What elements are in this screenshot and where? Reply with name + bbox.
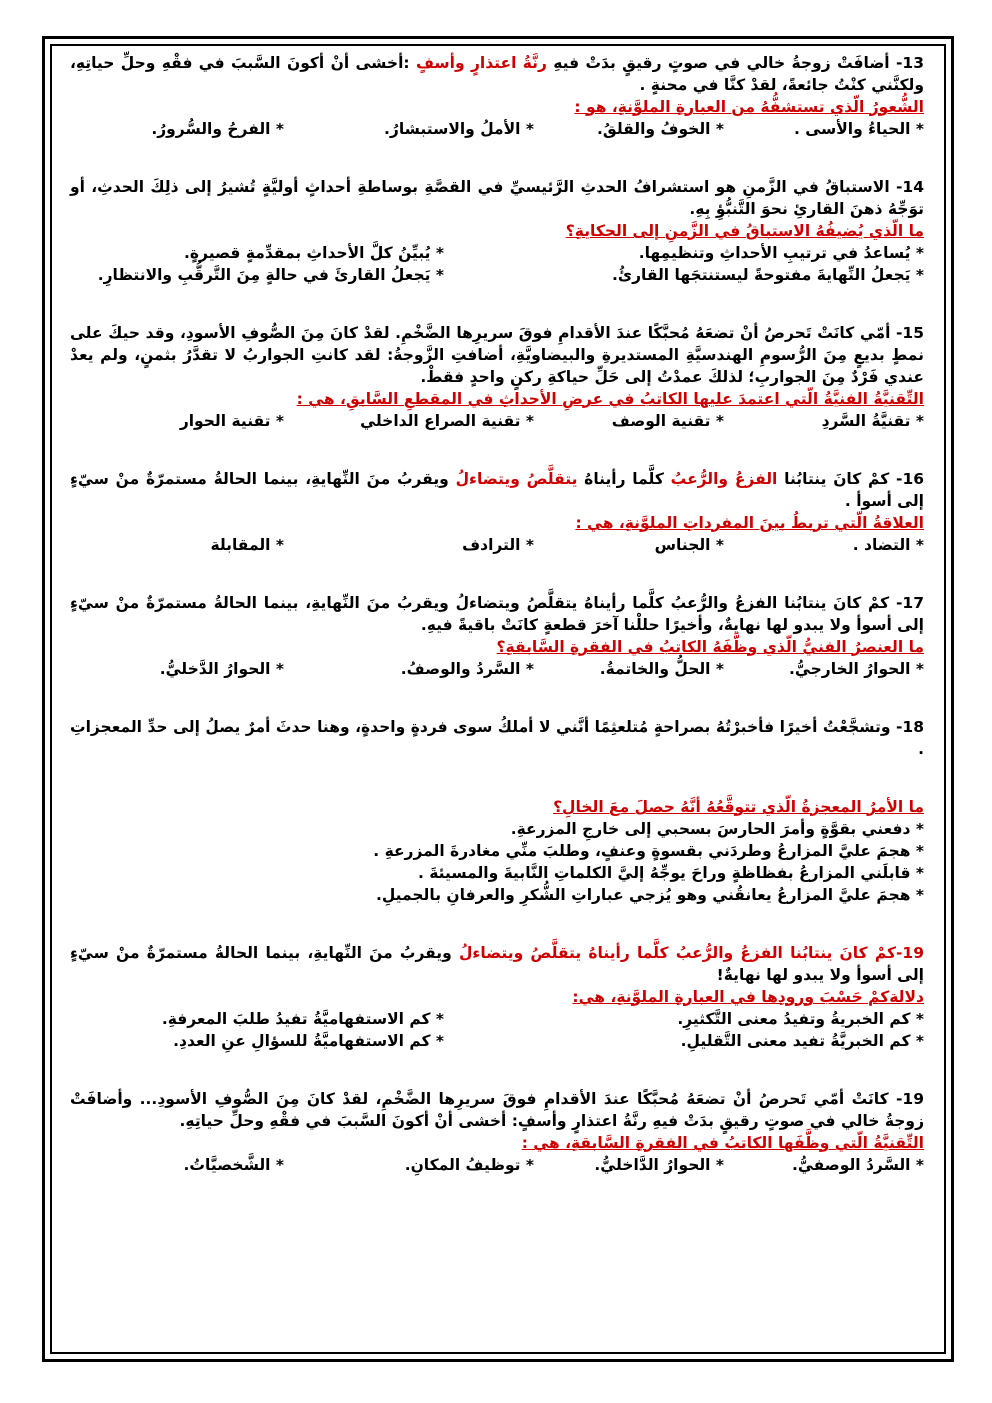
option[interactable]: * المقابلة [210, 536, 284, 554]
question-16-prompt: العلاقةُ الّتي تربطُ بينَ المفرداتِ الملوَّنةِ، هي : [575, 514, 924, 532]
option[interactable]: * الخوفُ والقلقُ. [596, 120, 724, 138]
option[interactable]: * كم الخبريةُ وتفيدُ معنى التَّكثيرِ. [677, 1010, 924, 1028]
question-19-b-prompt: التِّقنيَّةُ الّتي وظَّفَها الكاتبُ في الفقرةِ السَّابقةِ، هي : [521, 1134, 924, 1152]
option[interactable]: * تقنية الحوار [179, 412, 284, 430]
question-16-options [70, 534, 924, 556]
highlighted-phrase: رنَّةُ اعتذارٍ وأسفٍ [415, 54, 547, 72]
option[interactable]: * يَجعلُ القارئَ في حالةٍ مِنَ التَّرقُّبِ والانتظارِ. [97, 266, 444, 284]
highlighted-word: يتقلَّصُ ويتضاءلُ [455, 470, 578, 488]
option[interactable]: * الحوارُ الدَّخليُّ. [159, 660, 284, 678]
question-19-b-text: 19- كانَتْ أمّي تَحرصُ أنْ تضعَهُ مُحبَّكًا عندَ الأقدامِ فوقَ سريرِها الضَّخْمِ، لقدْ كانَ مِنَ الصُّوفِ الأسودِ... وأضافَتْ زوجةُ خالي في صوتٍ رقيقٍ بدَتْ فيهِ رنَّةُ اعتذارٍ وأسفٍ: أخشى أنْ أكونَ السَّببَ في فقْهِ وحلِّ حياتِهِ. [70, 1090, 924, 1130]
option[interactable]: * كم الاستفهاميَّةُ تفيدُ طلبَ المعرفةِ. [161, 1010, 444, 1028]
question-17-text: 17- كمْ كانَ ينتابُنا الفزعُ والرُّعبُ كلَّما رأيناهُ يتقلَّصُ ويتضاءلُ ويقربُ منَ النِّهايةِ، بينما الحالةُ مستمرّةٌ منْ سيّءٍ إلى أسوأ ولا يبدو لها نهايةٌ، وأخيرًا حللْنا آخرَ قطعةٍ كانَتْ باقيةً فيهِ. [70, 594, 924, 634]
question-19-a [70, 942, 924, 1052]
option[interactable]: * تقنيَّةُ السَّردِ [821, 412, 924, 430]
option[interactable]: * كم الاستفهاميَّةُ للسؤالِ عنِ العددِ. [173, 1032, 444, 1050]
question-14-options [70, 242, 924, 286]
worksheet [70, 52, 924, 1176]
question-14 [70, 176, 924, 286]
option[interactable]: * يُساعدُ في ترتيبِ الأحداثِ وتنظيمِها. [638, 244, 924, 262]
question-17 [70, 592, 924, 680]
option[interactable]: * توظيفُ المكانِ. [404, 1156, 534, 1174]
question-19-b [70, 1088, 924, 1176]
question-18 [70, 716, 924, 906]
option[interactable]: * هجمَ عليَّ المزارعُ يعانقُني وهو يُزجي عباراتِ الشُّكرِ والعرفانِ بالجميلِ. [375, 886, 924, 904]
question-15-text: 15- أمّي كانَتْ تَحرصُ أنْ تضعَهُ مُحبَّكًا عندَ الأقدامِ فوقَ سريرِها الضَّخْمِ. لقدْ كانَ مِنَ الصُّوفِ الأسودِ، وقد حيكَ على نمطٍ بديعٍ مِنَ الرُّسومِ الهندسيَّةِ المستديرةِ والبيضاويَّةِ، أضافتِ الزَّوجةُ: لقد كانتِ الجواربُ لا تقدَّرُ بثمنٍ، ولم يعدْ عندي فَرْدٌ مِنَ الجواربِ؛ لذلكَ عمدْتُ إلى حَلِّ حياكةِ ركنٍ واحدٍ فقطْ. [70, 324, 924, 386]
question-19-a-prompt: دلالةكمْ حَسْبَ ورودِها في العبارةِ الملوَّنةِ، هي: [572, 988, 924, 1006]
option[interactable]: * تقنية الصراع الداخلي [360, 412, 534, 430]
option[interactable]: * الفرحُ والسُّرورُ. [151, 120, 284, 138]
option[interactable]: * هجمَ عليَّ المزارعُ وطردَني بقسوةٍ وعنفٍ، وطلبَ منِّي مغادرةَ المزرعةِ . [373, 842, 924, 860]
option[interactable]: * يَجعلُ النِّهايةَ مفتوحةً ليستنتجَها القارئُ. [611, 266, 924, 284]
option[interactable]: * السَّردُ والوصفُ. [400, 660, 534, 678]
question-14-text: 14- الاستباقُ في الزَّمنِ هو استشرافُ الحدثِ الرَّئيسيِّ في القصَّةِ بوساطةِ أحداثٍ أوليَّةٍ تُشيرُ إلى ذلِكَ الحدثِ، أو توَجِّهُ ذهنَ القارئِ نحوَ التَّنبُّؤِ بِهِ. [70, 178, 924, 218]
question-14-prompt: ما الّذي يُضيفُهُ الاستباقُ في الزَّمنِ إلى الحكايةِ؟ [565, 222, 924, 240]
option[interactable]: * كم الخبريَّةُ تفيد معنى التَّقليلِ. [680, 1032, 924, 1050]
question-15-prompt: التِّقنيَّةُ الفنيَّةُ الّتي اعتمدَ عليها الكاتبُ في عرضِ الأحداثِ في المقطعِ السَّابقِ، هي : [296, 390, 924, 408]
option[interactable]: * السَّردُ الوصفيُّ. [792, 1156, 924, 1174]
option[interactable]: * الشَّخصيَّاتُ. [183, 1156, 284, 1174]
question-18-prompt: ما الأمرُ المعجزةُ الّذي تتوقَّعُهُ أنَّهُ حصلَ معَ الخالِ؟ [553, 798, 924, 816]
question-15 [70, 322, 924, 432]
highlighted-phrase: 19-كمْ كانَ ينتابُنا الفزعُ والرُّعبُ كلَّما رأيناهُ يتقلَّصُ ويتضاءلُ [458, 944, 924, 962]
option[interactable]: * الحوارُ الخارجيُّ. [789, 660, 924, 678]
option[interactable]: * الحلُّ والخاتمةُ. [599, 660, 724, 678]
question-19-b-options [70, 1154, 924, 1176]
question-17-options [70, 658, 924, 680]
highlighted-word: الفزعُ والرُّعبُ [670, 470, 778, 488]
option[interactable]: * تقنية الوصف [611, 412, 724, 430]
question-13-prompt: الشُّعورُ الّذي تستشفُّهُ من العبارةِ الملوَّنةِ، هو : [574, 98, 924, 116]
question-13-options [70, 118, 924, 140]
option[interactable]: * الحوارُ الدَّاخليُّ. [594, 1156, 724, 1174]
question-16-text: 16- كمْ كانَ ينتابُنا الفزعُ والرُّعبُ كلَّما رأيناهُ يتقلَّصُ ويتضاءلُ ويقربُ منَ النِّهايةِ، بينما الحالةُ مستمرّةٌ منْ سيّءٍ إلى أسوأ . [70, 470, 925, 510]
option[interactable]: * الأملُ والاستبشارُ. [384, 120, 534, 138]
question-17-prompt: ما العنصرُ الفنيُّ الّذي وظَّفَهُ الكاتبُ في الفقرةِ السَّابقةِ؟ [496, 638, 924, 656]
option[interactable]: * الجناس [654, 536, 724, 554]
question-13 [70, 52, 924, 140]
option[interactable]: * الحياءُ والأسى . [794, 120, 924, 138]
question-19-a-text: 19-كمْ كانَ ينتابُنا الفزعُ والرُّعبُ كلَّما رأيناهُ يتقلَّصُ ويتضاءلُ ويقربُ منَ النِّهايةِ، بينما الحالةُ مستمرّةٌ منْ سيّءٍ إلى أسوأ ولا يبدو لها نهايةٌ! [70, 944, 924, 984]
question-18-text: 18- وتشجَّعْتُ أخيرًا فأخبرْتُهُ بصراحةٍ مُتلعثِمًا أنَّني لا أملكُ سوى فردةٍ واحدةٍ، وهنا حدثَ أمرٌ يصلُ إلى حدِّ المعجزاتِ . [70, 718, 924, 758]
question-16 [70, 468, 924, 556]
question-19-a-options [70, 1008, 924, 1052]
option[interactable]: * يُبيِّنُ كلَّ الأحداثِ بمقدِّمةٍ قصيرةٍ. [184, 244, 444, 262]
option[interactable]: * التضاد . [852, 536, 924, 554]
option[interactable]: * الترادف [462, 536, 534, 554]
option[interactable]: * قابلَني المزارعُ بفظاظةٍ وراحَ يوجِّهُ إليَّ الكلماتِ النَّابيةَ والمسيئةَ . [417, 864, 924, 882]
option[interactable]: * دفعني بقوَّةٍ وأمرَ الحارسَ بسحبي إلى خارجِ المزرعةِ. [510, 820, 924, 838]
question-15-options [70, 410, 924, 432]
question-13-text: 13- أضافَتْ زوجةُ خالي في صوتٍ رقيقٍ بدَتْ فيهِ رنَّةُ اعتذارٍ وأسفٍ :أخشى أنْ أكونَ السَّببَ في فقْهِ وحلِّ حياتِهِ، ولكنَّني كنْتُ جائعةً، لقدْ كنَّا في محنةٍ . [70, 54, 924, 94]
